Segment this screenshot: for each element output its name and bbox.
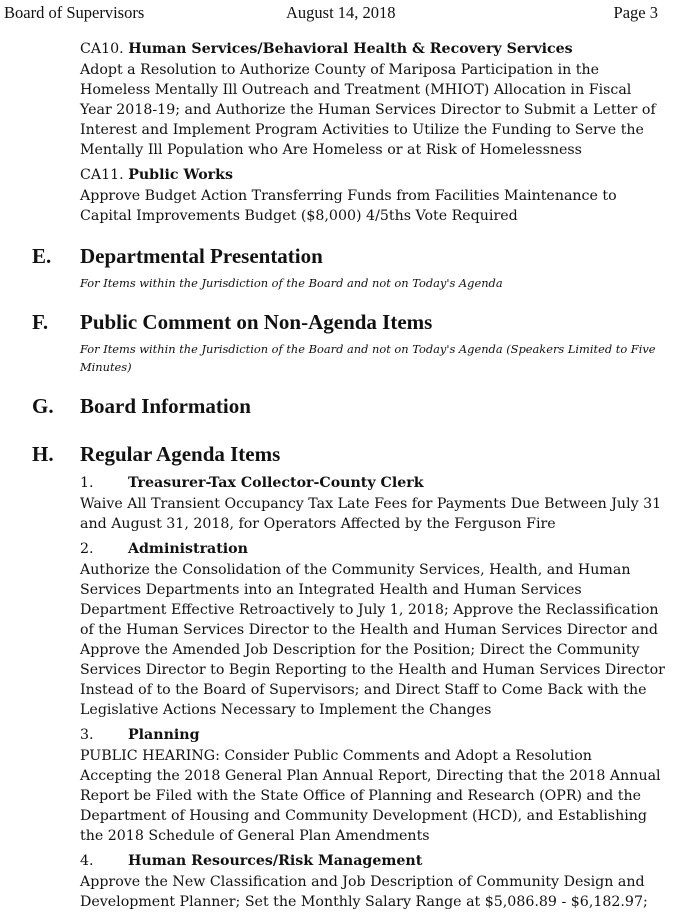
consent-item-code: CA10.	[80, 41, 124, 57]
header-date: August 14, 2018	[286, 3, 396, 22]
section-title: Departmental Presentation	[80, 244, 323, 268]
header-page-number: Page 3	[613, 3, 658, 22]
regular-item-4-description: Approve the New Classification and Job Description of Community Design and Development Planner; Set the Monthly Salary Range at $5,086.89 - $6,182.97;	[80, 874, 648, 910]
regular-item-1-heading	[80, 472, 680, 494]
consent-item-code: CA11.	[80, 167, 124, 183]
regular-item-1-description: Waive All Transient Occupancy Tax Late Fees for Payments Due Between July 31 and August 31, 2018, for Operators Affected by the Ferguson Fire	[80, 496, 662, 532]
regular-item-department: Human Resources/Risk Management	[128, 853, 423, 869]
regular-item-2-description: Authorize the Consolidation of the Community Services, Health, and Human Services Departments into an Integrated Health and Human Services Department Effective Retroactively to July 1, 2018; Approve the Reclassification of the Human Services Director to the Health and Human Services Director and Approve the Amended Job Description for the Position; Direct the Community Services Director to Begin Reporting to the Health and Human Services Director Instead of to the Board of Supervisors; and Direct Staff to Come Back with the Legislative Actions Necessary to Implement the Changes	[80, 562, 665, 718]
section-f-heading	[0, 306, 680, 340]
section-letter: F.	[32, 310, 49, 334]
section-letter: H.	[32, 442, 54, 466]
section-title: Public Comment on Non-Agenda Items	[80, 310, 433, 334]
section-letter: E.	[32, 244, 52, 268]
consent-item-ca10-description: Adopt a Resolution to Authorize County of Mariposa Participation in the Homeless Mentally Ill Outreach and Treatment (MHIOT) Allocation in Fiscal Year 2018-19; and Authorize the Human Services Director to Submit a Letter of Interest and Implement Program Activities to Utilize the Funding to Serve the Mentally Ill Population who Are Homeless or at Risk of Homelessness	[80, 62, 656, 158]
section-e-note: For Items within the Jurisdiction of the Board and not on Today's Agenda	[80, 276, 503, 290]
consent-item-ca10-heading	[80, 38, 680, 60]
regular-item-number: 1.	[80, 475, 94, 491]
regular-item-department: Administration	[128, 541, 248, 557]
consent-item-ca11-heading	[80, 164, 680, 186]
regular-item-2-heading	[80, 538, 680, 560]
section-e-heading	[0, 240, 680, 274]
regular-item-4-heading	[80, 850, 680, 872]
section-title: Board Information	[80, 394, 251, 418]
agenda-content	[0, 38, 680, 912]
section-f-note: For Items within the Jurisdiction of the Board and not on Today's Agenda (Speakers Limited to Five Minutes)	[80, 342, 656, 374]
regular-item-number: 2.	[80, 541, 94, 557]
consent-item-department: Human Services/Behavioral Health & Recovery Services	[128, 41, 573, 57]
consent-item-ca11-description: Approve Budget Action Transferring Funds from Facilities Maintenance to Capital Improvements Budget ($8,000) 4/5ths Vote Required	[80, 188, 617, 224]
section-h-heading	[0, 438, 680, 472]
page-header	[0, 3, 680, 25]
consent-item-department: Public Works	[128, 167, 233, 183]
regular-item-3-description: PUBLIC HEARING: Consider Public Comments and Adopt a Resolution Accepting the 2018 General Plan Annual Report, Directing that the 2018 Annual Report be Filed with the State Office of Planning and Research (OPR) and the Department of Housing and Community Development (HCD), and Establishing the 2018 Schedule of General Plan Amendments	[80, 748, 661, 844]
section-g-heading	[0, 390, 680, 424]
header-board-name: Board of Supervisors	[4, 3, 145, 22]
regular-item-number: 3.	[80, 727, 94, 743]
regular-item-3-heading	[80, 724, 680, 746]
regular-item-department: Treasurer-Tax Collector-County Clerk	[128, 475, 424, 491]
regular-item-number: 4.	[80, 853, 94, 869]
section-letter: G.	[32, 394, 54, 418]
section-title: Regular Agenda Items	[80, 442, 281, 466]
regular-item-department: Planning	[128, 727, 200, 743]
